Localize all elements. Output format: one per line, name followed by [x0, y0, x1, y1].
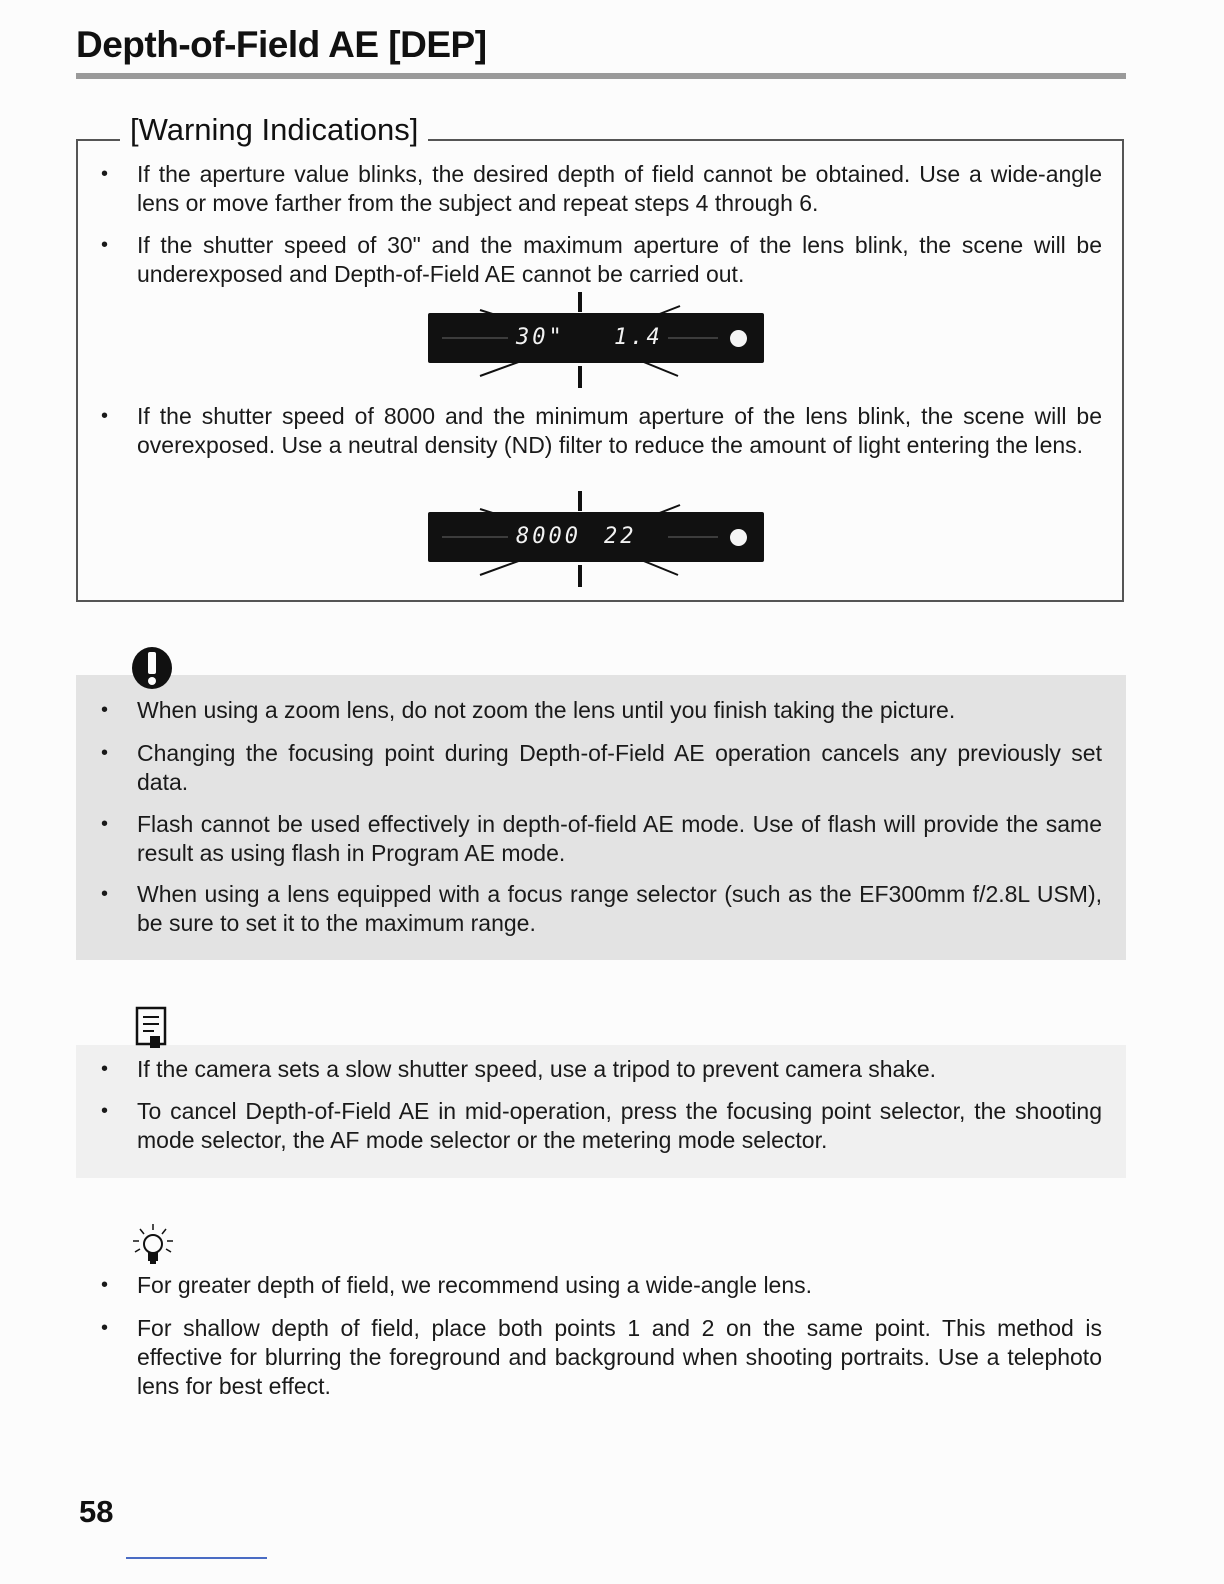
warning-title: [Warning Indications]	[120, 112, 428, 148]
viewfinder-display	[428, 290, 768, 400]
tip-item: • For greater depth of field, we recommend using a wide-angle lens.	[137, 1271, 1102, 1300]
page-title: Depth-of-Field AE [DEP]	[76, 24, 487, 65]
memo-icon	[134, 1006, 170, 1057]
caution-item: • When using a zoom lens, do not zoom the lens until you finish taking the picture.	[137, 696, 1102, 725]
focus-confirmation-icon	[730, 330, 747, 347]
lcd-aperture: 22	[604, 524, 637, 549]
page-number: 58	[79, 1494, 114, 1529]
caution-item: • When using a lens equipped with a focus range selector (such as the EF300mm f/2.8L USM), be sure to set it to the maximum range.	[137, 880, 1102, 938]
note-item: • If the camera sets a slow shutter speed, use a tripod to prevent camera shake.	[137, 1055, 1102, 1084]
lcd-panel	[428, 313, 764, 363]
tip-item: • For shallow depth of field, place both points 1 and 2 on the same point. This method is effective for blurring the foreground and background when shooting portraits. Use a telephoto lens for best effect.	[137, 1314, 1102, 1401]
title-rule	[76, 73, 1126, 79]
lcd-aperture: 1.4	[614, 325, 663, 350]
warning-item: • If the shutter speed of 8000 and the minimum aperture of the lens blink, the scene will be overexposed. Use a neutral density (ND) filter to reduce the amount of light entering the lens.	[137, 402, 1102, 460]
lcd-scale-lines	[428, 313, 764, 363]
focus-confirmation-icon	[730, 529, 747, 546]
lcd-shutter-speed: 30"	[516, 325, 565, 350]
warning-item: • If the shutter speed of 30" and the maximum aperture of the lens blink, the scene will be underexposed and Depth-of-Field AE cannot be carried out.	[137, 231, 1102, 289]
lightbulb-icon	[130, 1222, 176, 1273]
footer-rule	[126, 1557, 267, 1559]
lcd-shutter-speed: 8000	[516, 524, 581, 549]
lcd-panel	[428, 512, 764, 562]
lcd-scale-lines	[428, 512, 764, 562]
warning-item: • If the aperture value blinks, the desired depth of field cannot be obtained. Use a wide-angle lens or move farther from the subject and repeat steps 4 through 6.	[137, 160, 1102, 218]
caution-item: • Flash cannot be used effectively in depth-of-field AE mode. Use of flash will provide the same result as using flash in Program AE mode.	[137, 810, 1102, 868]
caution-item: • Changing the focusing point during Depth-of-Field AE operation cancels any previously set data.	[137, 739, 1102, 797]
caution-icon	[129, 645, 175, 696]
viewfinder-display	[428, 489, 768, 599]
note-item: • To cancel Depth-of-Field AE in mid-operation, press the focusing point selector, the shooting mode selector, the AF mode selector or the metering mode selector.	[137, 1097, 1102, 1155]
